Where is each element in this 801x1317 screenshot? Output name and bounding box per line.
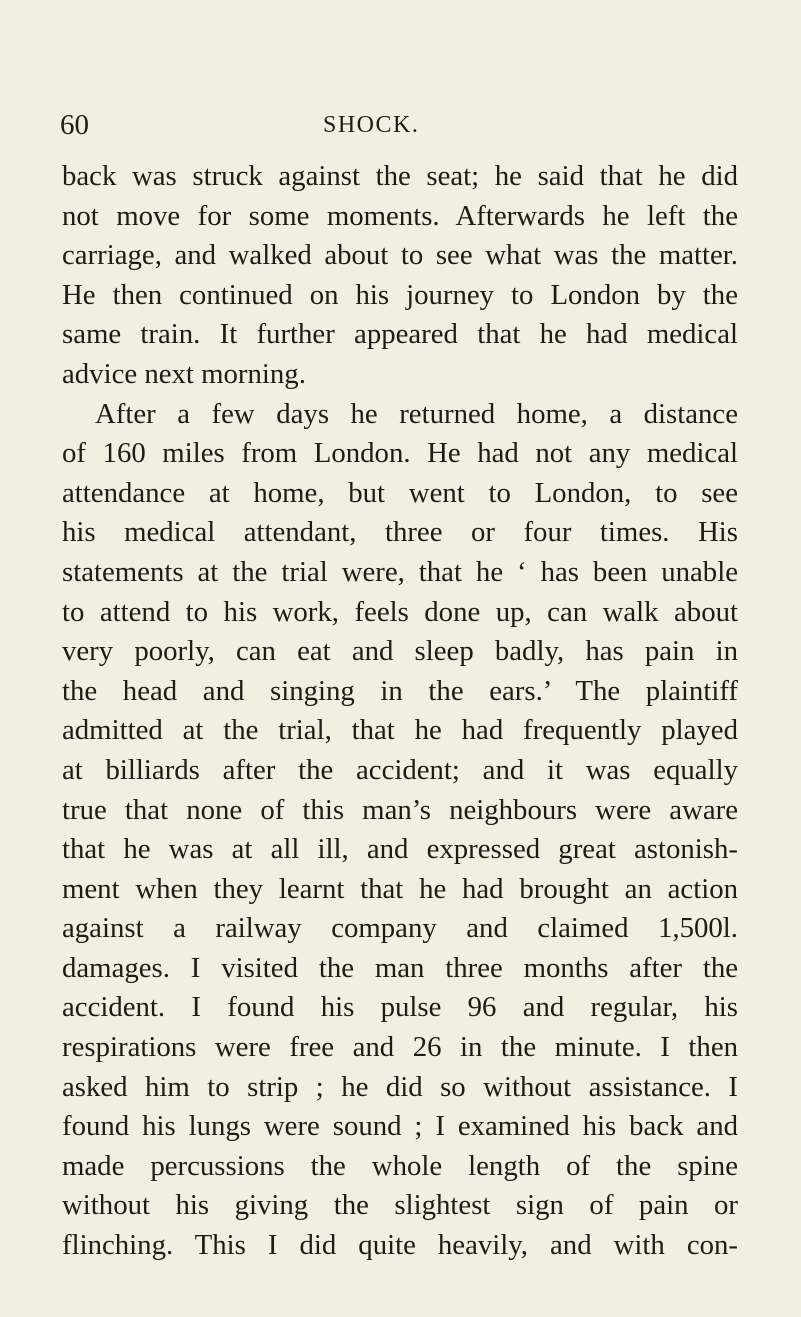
page-header xyxy=(0,108,801,142)
text-line: true that none of this man’s neighbours were aware xyxy=(62,793,738,826)
text-line: ment when they learnt that he had brought an action xyxy=(62,872,738,905)
text-line: that he was at all ill, and expressed great astonish- xyxy=(62,833,738,866)
text-line: carriage, and walked about to see what was the matter. xyxy=(62,239,738,272)
text-line: back was struck against the seat; he said that he did xyxy=(62,160,738,192)
text-line: respirations were free and 26 in the minute. I then xyxy=(62,1031,738,1064)
page-number: 60 xyxy=(60,109,89,141)
text-line: his medical attendant, three or four times. His xyxy=(62,516,738,549)
text-line: of 160 miles from London. He had not any medical xyxy=(62,437,738,470)
text-line: advice next morning. xyxy=(62,357,306,390)
text-line: without his giving the slightest sign of pain or xyxy=(62,1189,738,1222)
running-head: SHOCK. xyxy=(323,112,420,138)
text-line: very poorly, can eat and sleep badly, has pain in xyxy=(62,635,738,668)
text-line: not move for some moments. Afterwards he left the xyxy=(62,199,738,232)
text-line: attendance at home, but went to London, to see xyxy=(62,476,738,509)
text-line: at billiards after the accident; and it was equally xyxy=(62,753,738,786)
text-line: admitted at the trial, that he had frequently played xyxy=(62,714,738,747)
text-line: flinching. This I did quite heavily, and with con- xyxy=(62,1229,738,1262)
text-line: the head and singing in the ears.’ The plaintiff xyxy=(62,674,738,707)
text-line: accident. I found his pulse 96 and regular, his xyxy=(62,991,738,1024)
text-line: He then continued on his journey to London by the xyxy=(62,278,738,311)
text-line: against a railway company and claimed 1,500l. xyxy=(62,912,738,945)
text-line: same train. It further appeared that he had medical xyxy=(62,318,738,351)
text-line: to attend to his work, feels done up, can walk about xyxy=(62,595,738,628)
text-line: statements at the trial were, that he ‘ has been unable xyxy=(62,555,738,588)
text-line: damages. I visited the man three months after the xyxy=(62,951,738,984)
body-text xyxy=(62,157,738,1266)
text-line: asked him to strip ; he did so without assistance. I xyxy=(62,1070,738,1103)
text-line: made percussions the whole length of the spine xyxy=(62,1149,738,1182)
text-line: After a few days he returned home, a distance xyxy=(95,397,738,430)
text-line: found his lungs were sound ; I examined his back and xyxy=(62,1110,738,1143)
